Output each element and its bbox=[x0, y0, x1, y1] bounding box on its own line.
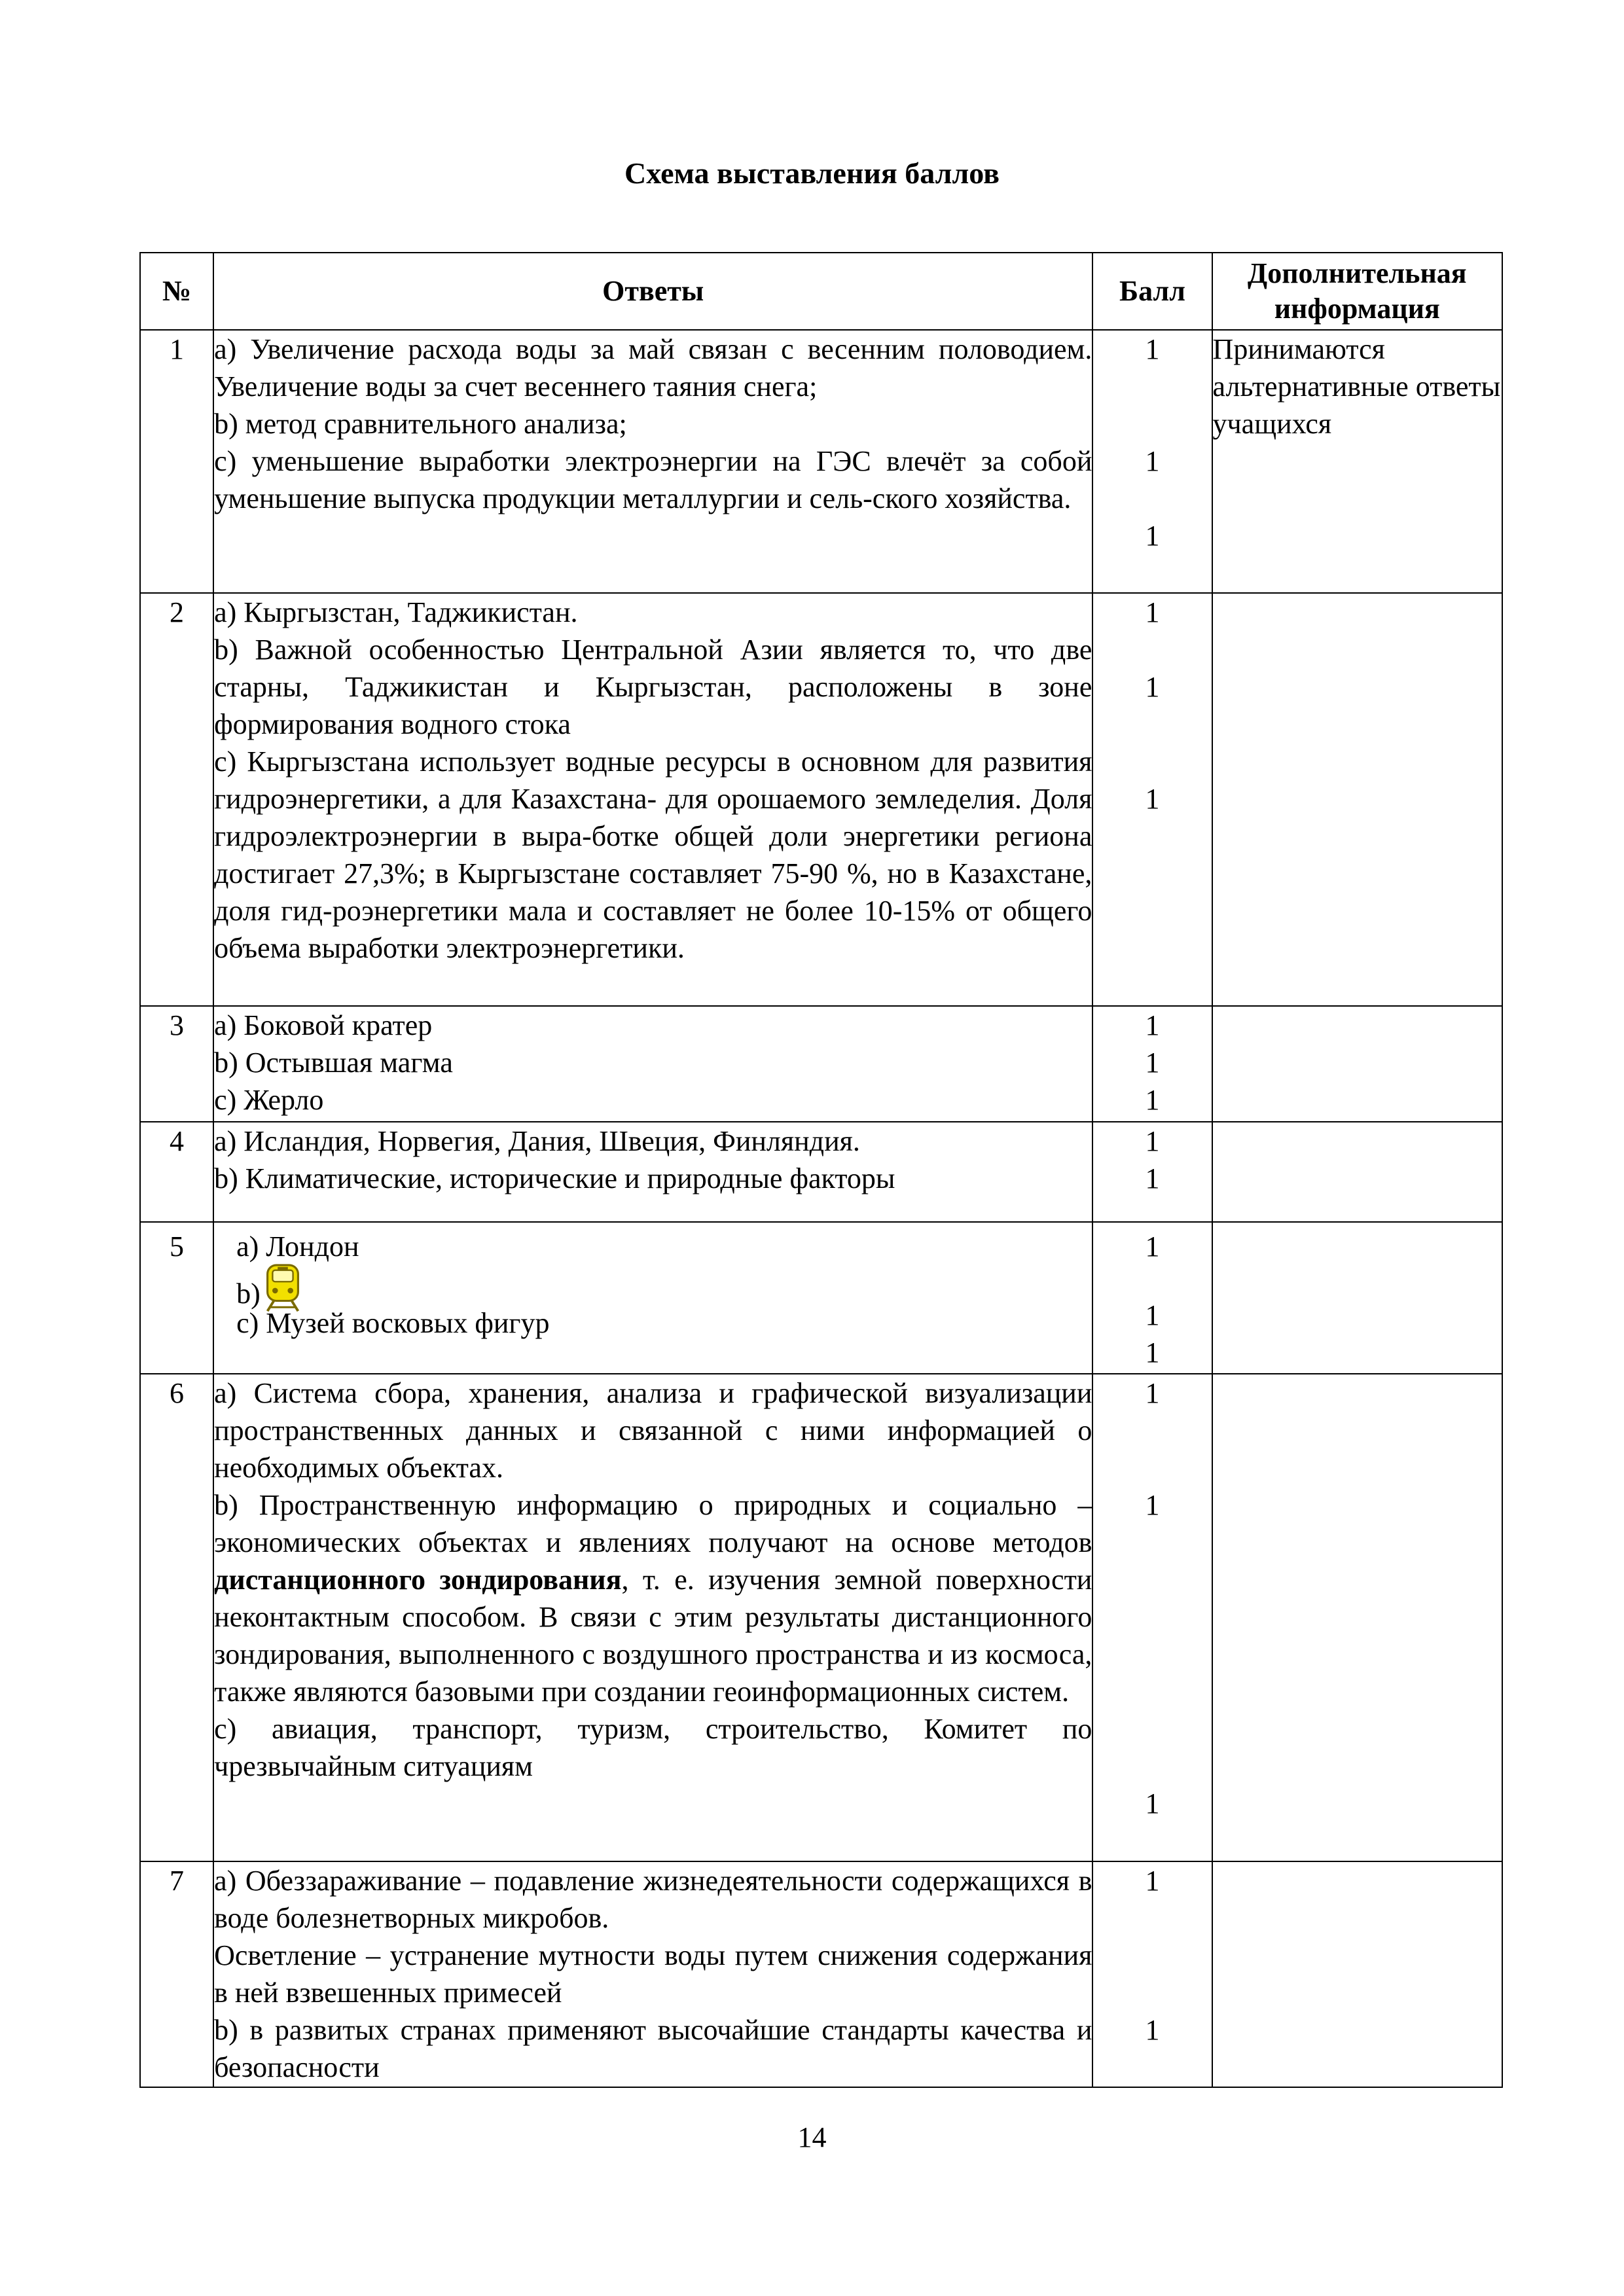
points-c: 1 bbox=[1145, 1336, 1160, 1369]
header-row bbox=[140, 253, 1502, 330]
header-info-line1: Дополнительная bbox=[1247, 257, 1467, 289]
points-c: 1 bbox=[1145, 520, 1160, 552]
answer-b bbox=[214, 1486, 1092, 1710]
answer-c: c) уменьшение выработки электроэнергии на ГЭС влечёт за собой уменьшение выпуска продукции металлургии и сель-ского хозяйства. bbox=[214, 445, 1092, 514]
answer-b-text2: , т. е. изучения земной поверхности неконтактным способом. В связи с этим результаты дистанционного зондирования, выполненного с воздушного пространства и из космоса, также являются базовыми при создании геоинформационных систем. bbox=[214, 1564, 1092, 1708]
row-number: 4 bbox=[140, 1122, 213, 1222]
answer-a: a) Исландия, Норвегия, Дания, Швеция, Финляндия. bbox=[214, 1125, 860, 1157]
table-row bbox=[140, 1006, 1502, 1122]
points-b: 1 bbox=[1145, 445, 1160, 477]
points-a: 1 bbox=[1145, 1009, 1160, 1041]
answer-b: b) метод сравнительного анализа; bbox=[214, 408, 627, 440]
answer-c: c) авиация, транспорт, туризм, строительство, Комитет по чрезвычайным ситуациям bbox=[214, 1713, 1092, 1782]
answer-c: c) Кыргызстана использует водные ресурсы в основном для развития гидроэнергетики, а для Казахстана- для орошаемого земледелия. Доля гидроэлектроэнергии в выра-ботке общей доли энергетики региона достигает 27,3%; в Кыргызстане составляет 75-90 %, но в Казахстане, доля гид-роэнергетики мала и составляет не более 10-15% от общего объема выработки электроэнергетики. bbox=[214, 745, 1092, 964]
table-row bbox=[140, 1222, 1502, 1374]
points-a: 1 bbox=[1145, 1125, 1160, 1157]
answer-b: b) в развитых странах применяют высочайшие стандарты качества и безопасности bbox=[214, 2014, 1092, 2083]
points-b: 1 bbox=[1145, 1299, 1160, 1331]
points-b: 1 bbox=[1145, 2014, 1160, 2046]
info-cell bbox=[1212, 1222, 1502, 1374]
answer-c: c) Музей восковых фигур bbox=[236, 1307, 550, 1339]
answer-cell bbox=[213, 1122, 1092, 1222]
answer-cell bbox=[213, 1374, 1092, 1861]
row-number: 7 bbox=[140, 1861, 213, 2087]
row-number: 1 bbox=[140, 330, 213, 593]
answer-a: a) Увеличение расхода воды за май связан с весенним половодием. Увеличение воды за счет весеннего таяния снега; bbox=[214, 333, 1092, 403]
info-cell bbox=[1212, 593, 1502, 1006]
header-points: Балл bbox=[1092, 253, 1212, 330]
answer-cell bbox=[213, 593, 1092, 1006]
header-num: № bbox=[140, 253, 213, 330]
table-row bbox=[140, 1861, 1502, 2087]
points-c: 1 bbox=[1145, 783, 1160, 815]
info-cell: Принимаются альтернативные ответы учащихся bbox=[1212, 330, 1502, 593]
points-cell bbox=[1092, 1861, 1212, 2087]
table-row bbox=[140, 1374, 1502, 1861]
answer-a: a) Боковой кратер bbox=[214, 1009, 433, 1041]
row-number: 3 bbox=[140, 1006, 213, 1122]
points-a: 1 bbox=[1145, 333, 1160, 365]
table-row bbox=[140, 1122, 1502, 1222]
points-b: 1 bbox=[1145, 1047, 1160, 1079]
answer-b-text1: b) Пространственную информацию о природных и социально – экономических объектах и явлениях получают на основе методов bbox=[214, 1489, 1092, 1558]
scoring-table bbox=[139, 252, 1503, 2088]
answer-b: b) Важной особенностью Центральной Азии является то, что две старны, Таджикистан и Кыргызстан, расположены в зоне формирования водного стока bbox=[214, 634, 1092, 740]
row-number: 6 bbox=[140, 1374, 213, 1861]
points-b: 1 bbox=[1145, 1489, 1160, 1521]
answer-a: a) Кыргызстан, Таджикистан. bbox=[214, 596, 578, 628]
answer-a: a) Обеззараживание – подавление жизнедеятельности содержащихся в воде болезнетворных микробов. bbox=[214, 1865, 1092, 1934]
info-cell bbox=[1212, 1006, 1502, 1122]
info-cell bbox=[1212, 1122, 1502, 1222]
answer-c: c) Жерло bbox=[214, 1084, 324, 1116]
points-a: 1 bbox=[1145, 1230, 1160, 1263]
answer-cell bbox=[213, 1006, 1092, 1122]
header-answers: Ответы bbox=[213, 253, 1092, 330]
page-number: 14 bbox=[797, 2121, 827, 2153]
row-number: 2 bbox=[140, 593, 213, 1006]
points-a: 1 bbox=[1145, 1865, 1160, 1897]
points-cell bbox=[1092, 1006, 1212, 1122]
answer-a: a) Лондон bbox=[236, 1230, 359, 1263]
row-number: 5 bbox=[140, 1222, 213, 1374]
points-a: 1 bbox=[1145, 596, 1160, 628]
answer-cell bbox=[213, 1222, 1092, 1374]
points-b: 1 bbox=[1145, 671, 1160, 703]
answer-b-keyword: дистанционного зондирования bbox=[214, 1564, 622, 1596]
answer-cell bbox=[213, 1861, 1092, 2087]
page-title: Схема выставления баллов bbox=[624, 156, 1000, 190]
points-c: 1 bbox=[1145, 1787, 1160, 1820]
answer-a-extra: Осветление – устранение мутности воды путем снижения содержания в ней взвешенных примесей bbox=[214, 1939, 1092, 2009]
answer-b: b) Остывшая магма bbox=[214, 1047, 453, 1079]
header-info-line2: информация bbox=[1274, 293, 1440, 325]
points-b: 1 bbox=[1145, 1162, 1160, 1194]
points-cell bbox=[1092, 1374, 1212, 1861]
points-cell bbox=[1092, 1222, 1212, 1374]
answer-b: b) bbox=[236, 1278, 261, 1310]
answer-a: a) Система сбора, хранения, анализа и графической визуализации пространственных данных и связанной с ними информацией о необходимых объектах. bbox=[214, 1377, 1092, 1484]
table-row bbox=[140, 330, 1502, 593]
points-cell bbox=[1092, 593, 1212, 1006]
info-cell bbox=[1212, 1374, 1502, 1861]
points-cell bbox=[1092, 1122, 1212, 1222]
points-a: 1 bbox=[1145, 1377, 1160, 1409]
answer-b: b) Климатические, исторические и природные факторы bbox=[214, 1162, 895, 1194]
header-info bbox=[1212, 253, 1502, 330]
answer-b-line bbox=[236, 1263, 1092, 1310]
points-cell bbox=[1092, 330, 1212, 593]
points-b-spacer bbox=[1093, 1265, 1211, 1297]
answer-cell bbox=[213, 330, 1092, 593]
table-row bbox=[140, 593, 1502, 1006]
info-cell bbox=[1212, 1861, 1502, 2087]
points-c: 1 bbox=[1145, 1084, 1160, 1116]
